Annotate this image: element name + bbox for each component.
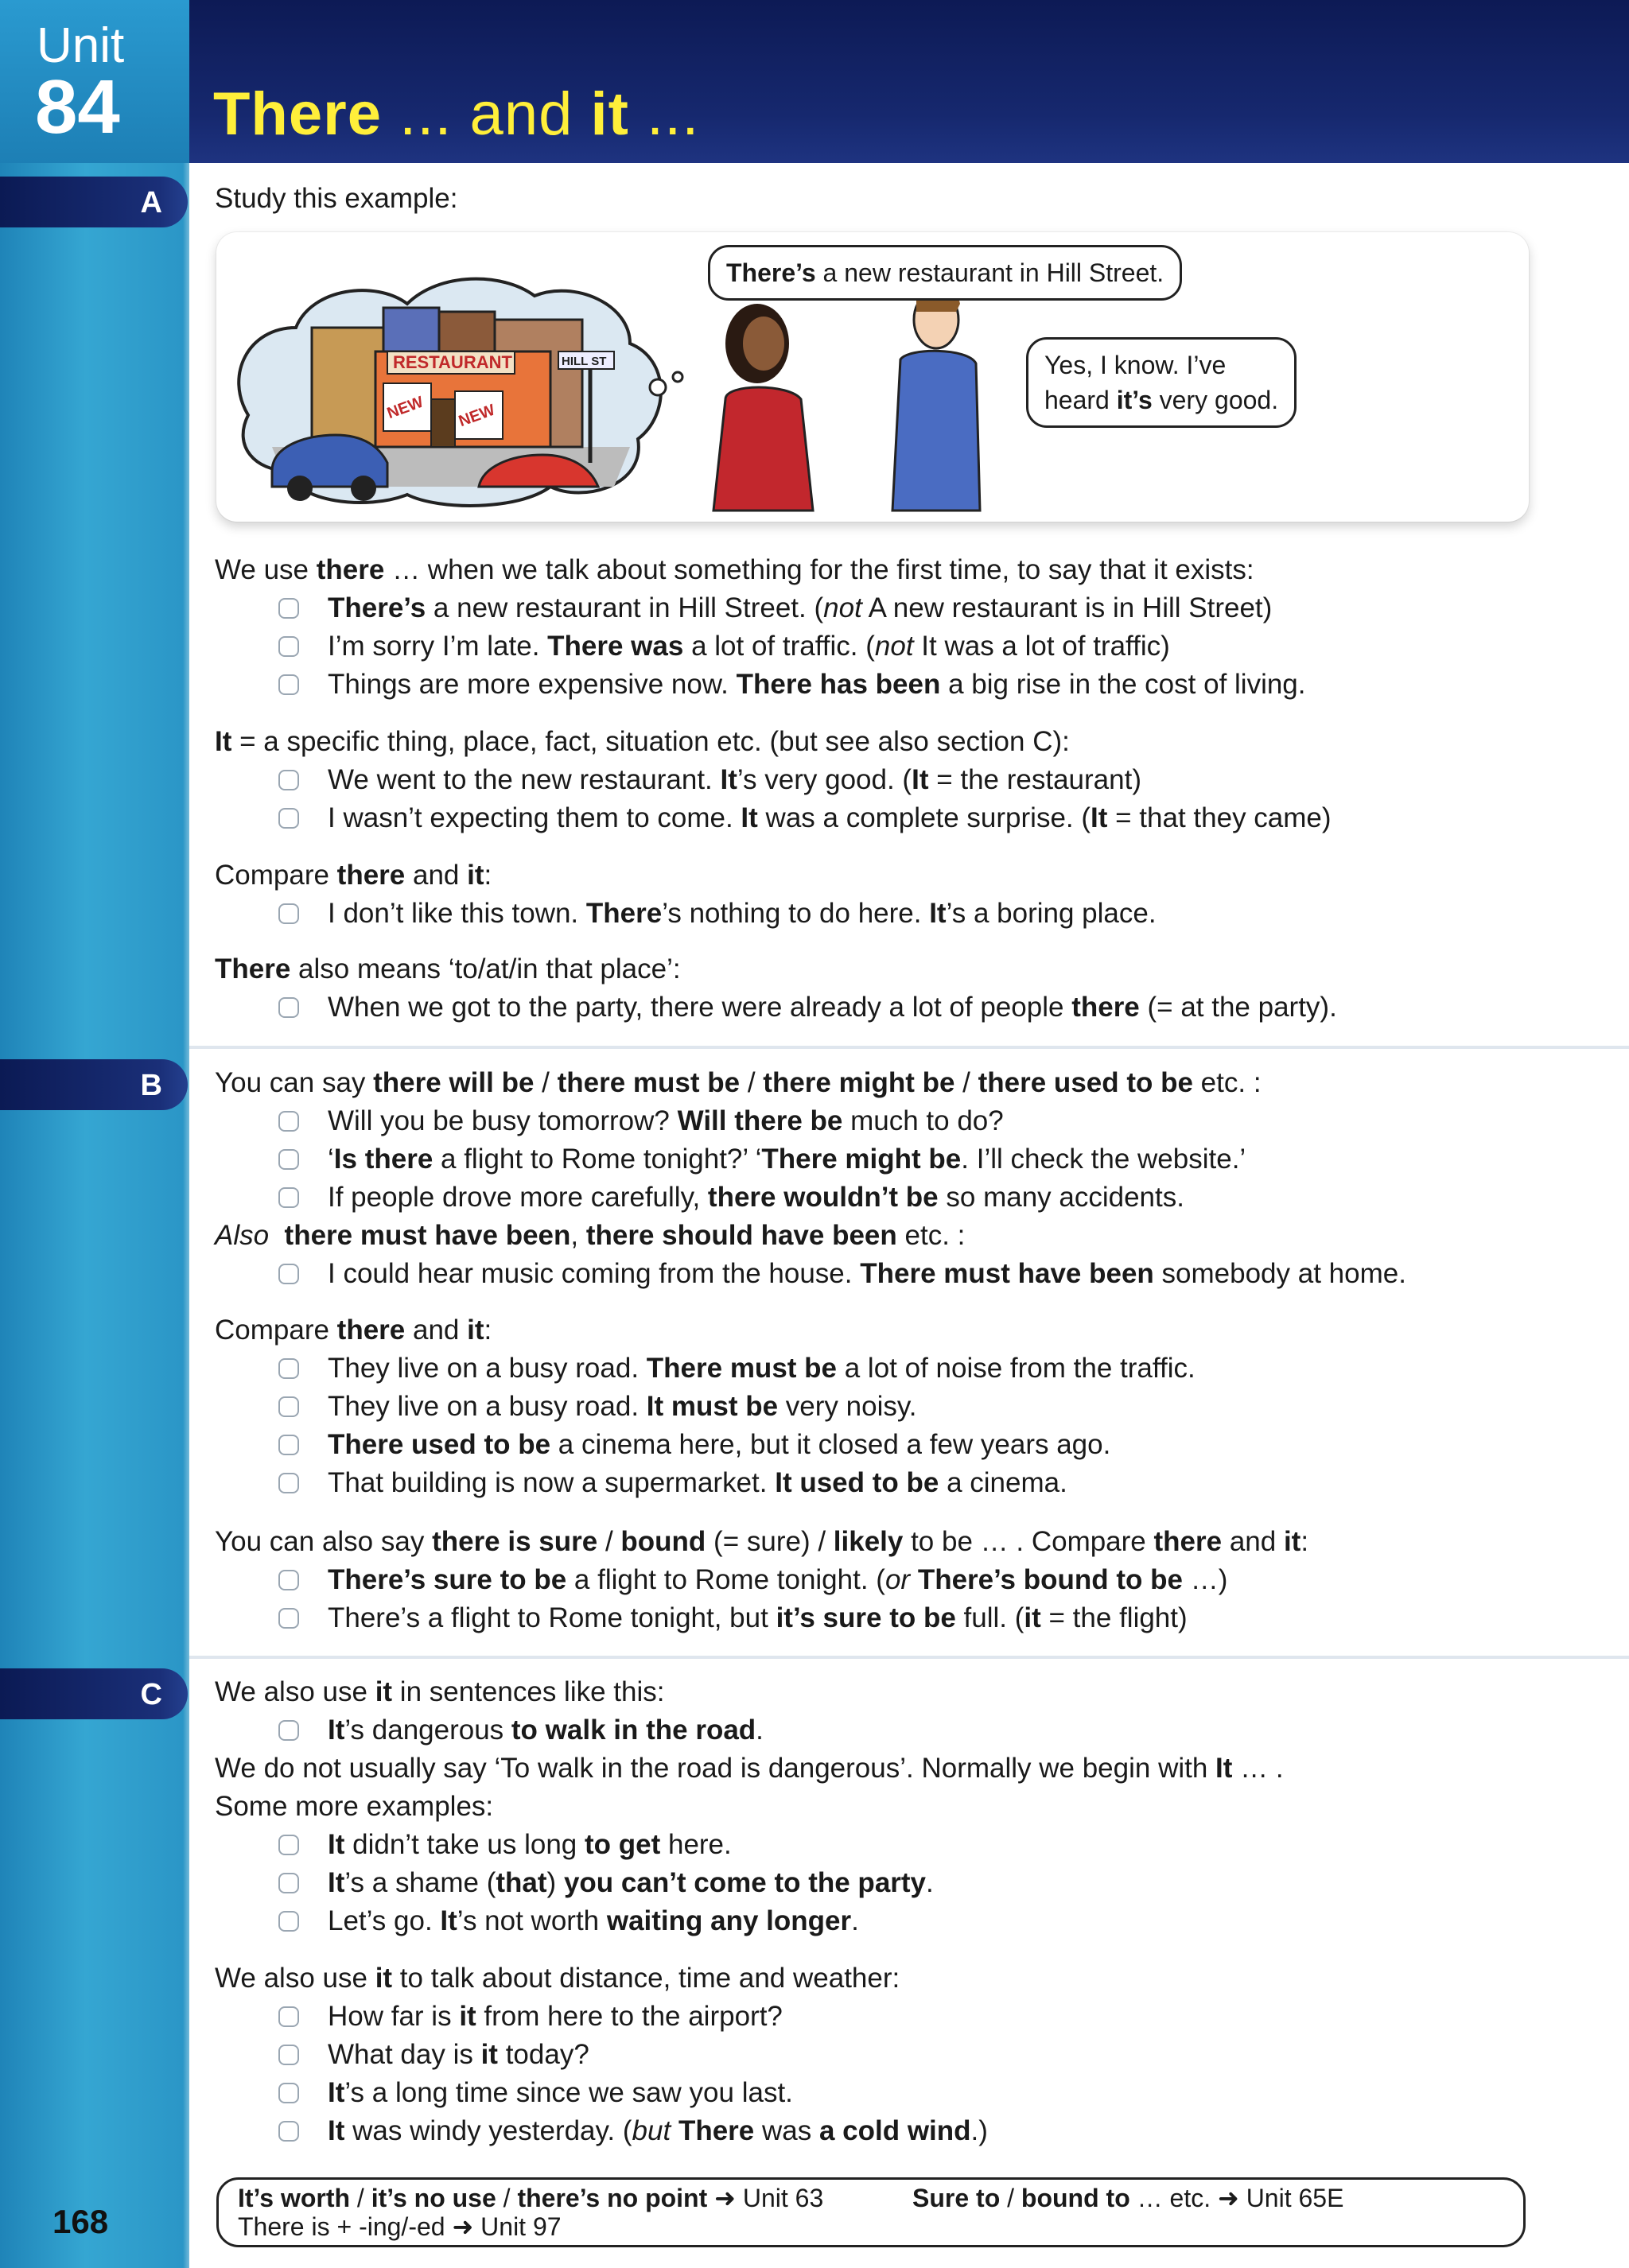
rule-modals-intro: You can say there will be / there must be / there might be / there used to be etc. : <box>215 1067 1262 1098</box>
section-divider <box>189 1656 1629 1659</box>
speech-bubble-man: Yes, I know. I’ve heard it’s very good. <box>1026 337 1297 428</box>
unit-label: Unit <box>37 18 125 73</box>
example-sentence: There’s a flight to Rome tonight, but it’s sure to be full. (it = the flight) <box>328 1602 1188 1633</box>
bullet-icon <box>278 1187 299 1208</box>
section-divider <box>189 1046 1629 1049</box>
bullet-icon <box>278 1911 299 1932</box>
example-sentence: When we got to the party, there were already a lot of people there (= at the party). <box>328 992 1337 1023</box>
rule-it-intro: It = a specific thing, place, fact, situation etc. (but see also section C): <box>215 726 1070 757</box>
xref-line-1-right: Sure to / bound to … etc. ➜ Unit 65E <box>912 2184 1344 2212</box>
bullet-icon <box>278 1396 299 1417</box>
bullet-icon <box>278 2121 299 2142</box>
bullet-icon <box>278 2006 299 2027</box>
unit-box <box>0 0 189 163</box>
example-sentence: How far is it from here to the airport? <box>328 2001 783 2032</box>
example-sentence: That building is now a supermarket. It used to be a cinema. <box>328 1467 1067 1498</box>
more-examples-label: Some more examples: <box>215 1791 494 1822</box>
example-sentence: Things are more expensive now. There has been a big rise in the cost of living. <box>328 669 1306 700</box>
example-sentence: There’s sure to be a flight to Rome tonight. (or There’s bound to be …) <box>328 1564 1228 1595</box>
bullet-icon <box>278 636 299 657</box>
bullet-icon <box>278 997 299 1018</box>
speech-bubble-woman: There’s a new restaurant in Hill Street. <box>708 245 1182 301</box>
svg-text:NEW: NEW <box>384 393 426 423</box>
section-tab-c <box>0 1668 188 1719</box>
svg-text:NEW: NEW <box>456 401 498 431</box>
also-note: Also there must have been, there should have been etc. : <box>215 1220 966 1251</box>
example-sentence: It was windy yesterday. (but There was a cold wind.) <box>328 2115 988 2146</box>
bullet-icon <box>278 770 299 790</box>
example-sentence: If people drove more carefully, there wouldn’t be so many accidents. <box>328 1182 1184 1213</box>
title-ellipsis: ... <box>628 80 700 148</box>
example-sentence: There’s a new restaurant in Hill Street. (not A new restaurant is in Hill Street) <box>328 592 1273 623</box>
study-prompt: Study this example: <box>215 183 458 214</box>
example-sentence: I don’t like this town. There’s nothing to do here. It’s a boring place. <box>328 898 1157 929</box>
page-title <box>213 80 699 149</box>
example-sentence: I could hear music coming from the house. There must have been somebody at home. <box>328 1258 1406 1289</box>
bullet-icon <box>278 598 299 619</box>
rule-it-sentences: We also use it in sentences like this: <box>215 1676 665 1707</box>
bullet-icon <box>278 1264 299 1284</box>
bullet-icon <box>278 1835 299 1855</box>
rule-there-place: There also means ‘to/at/in that place’: <box>215 953 681 984</box>
svg-text:HILL ST: HILL ST <box>562 355 607 368</box>
bullet-icon <box>278 1720 299 1741</box>
page-number: 168 <box>52 2203 109 2240</box>
example-sentence: It’s a shame (that) you can’t come to the party. <box>328 1867 934 1898</box>
cross-reference-box <box>216 2177 1526 2247</box>
title-there: There <box>213 80 382 148</box>
section-tab-a <box>0 177 188 227</box>
bullet-icon <box>278 1608 299 1629</box>
illustration-card <box>216 232 1529 522</box>
bullet-icon <box>278 1111 299 1132</box>
bullet-icon <box>278 1473 299 1493</box>
example-sentence: They live on a busy road. It must be very noisy. <box>328 1391 917 1422</box>
example-sentence: We went to the new restaurant. It’s very good. (It = the restaurant) <box>328 764 1141 795</box>
bullet-icon <box>278 1570 299 1590</box>
section-label-a: A <box>140 186 162 219</box>
compare-heading: Compare there and it: <box>215 1315 492 1346</box>
example-sentence: It didn’t take us long to get here. <box>328 1829 732 1860</box>
bullet-icon <box>278 1435 299 1455</box>
title-connector: ... and <box>381 80 591 148</box>
unit-number: 84 <box>35 64 120 150</box>
bullet-icon <box>278 1358 299 1379</box>
section-label-b: B <box>140 1069 162 1102</box>
bullet-icon <box>278 674 299 695</box>
example-sentence: I wasn’t expecting them to come. It was a complete surprise. (It = that they came) <box>328 802 1332 833</box>
bullet-icon <box>278 808 299 829</box>
example-sentence: ‘Is there a flight to Rome tonight?’ ‘There might be. I’ll check the website.’ <box>328 1144 1246 1175</box>
bullet-icon <box>278 2045 299 2065</box>
section-tab-b <box>0 1059 188 1110</box>
example-sentence: It’s dangerous to walk in the road. <box>328 1715 764 1746</box>
left-color-stripe <box>0 0 189 2268</box>
xref-line-1: It’s worth / it’s no use / there’s no point ➜ Unit 63 <box>238 2184 824 2212</box>
bullet-icon <box>278 1149 299 1170</box>
example-sentence: I’m sorry I’m late. There was a lot of traffic. (not It was a lot of traffic) <box>328 631 1170 662</box>
rule-distance-time-weather: We also use it to talk about distance, time and weather: <box>215 1963 900 1994</box>
example-sentence: Let’s go. It’s not worth waiting any longer. <box>328 1905 859 1936</box>
example-sentence: They live on a busy road. There must be a lot of noise from the traffic. <box>328 1353 1196 1384</box>
section-label-c: C <box>140 1678 162 1711</box>
rule-sure-bound: You can also say there is sure / bound (= sure) / likely to be … . Compare there and it: <box>215 1526 1309 1557</box>
bullet-icon <box>278 2083 299 2103</box>
rule-there-intro: We use there … when we talk about something for the first time, to say that it exists: <box>215 554 1254 585</box>
rule-begin-with-it: We do not usually say ‘To walk in the road is dangerous’. Normally we begin with It … . <box>215 1753 1284 1784</box>
example-sentence: It’s a long time since we saw you last. <box>328 2077 793 2108</box>
example-sentence: There used to be a cinema here, but it closed a few years ago. <box>328 1429 1111 1460</box>
title-it: it <box>590 80 629 148</box>
compare-heading: Compare there and it: <box>215 860 492 891</box>
restaurant-sign-text: RESTAURANT <box>393 352 512 372</box>
example-sentence: What day is it today? <box>328 2039 589 2070</box>
example-sentence: Will you be busy tomorrow? Will there be much to do? <box>328 1105 1004 1136</box>
bullet-icon <box>278 903 299 924</box>
bullet-icon <box>278 1873 299 1893</box>
xref-line-2: There is + -ing/-ed ➜ Unit 97 <box>238 2212 562 2241</box>
